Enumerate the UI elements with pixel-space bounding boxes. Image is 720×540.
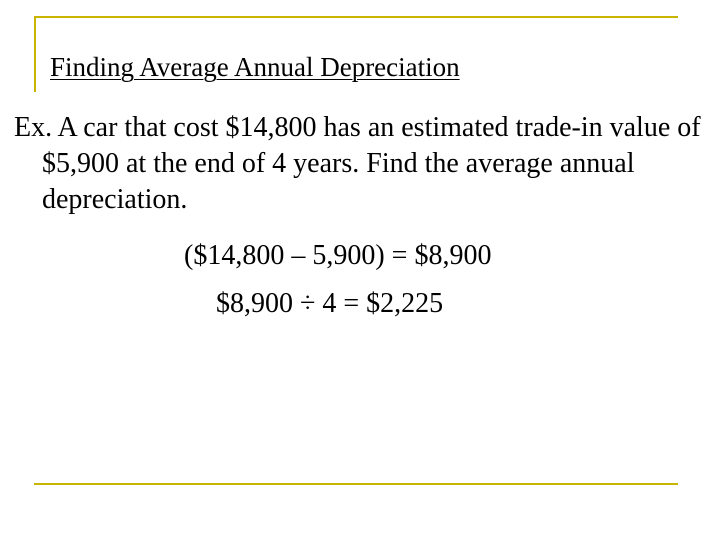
left-rule	[34, 16, 36, 92]
calculation-line-difference: ($14,800 – 5,900) = $8,900	[184, 240, 492, 271]
calculation-line-average: $8,900 ÷ 4 = $2,225	[216, 288, 444, 319]
top-rule	[34, 16, 678, 18]
example-text: Ex. A car that cost $14,800 has an estimated trade-in value of $5,900 at the end of 4 years. Find the average annual depreciation.	[14, 112, 701, 215]
bottom-rule	[34, 483, 678, 485]
slide-title: Finding Average Annual Depreciation	[50, 52, 460, 82]
